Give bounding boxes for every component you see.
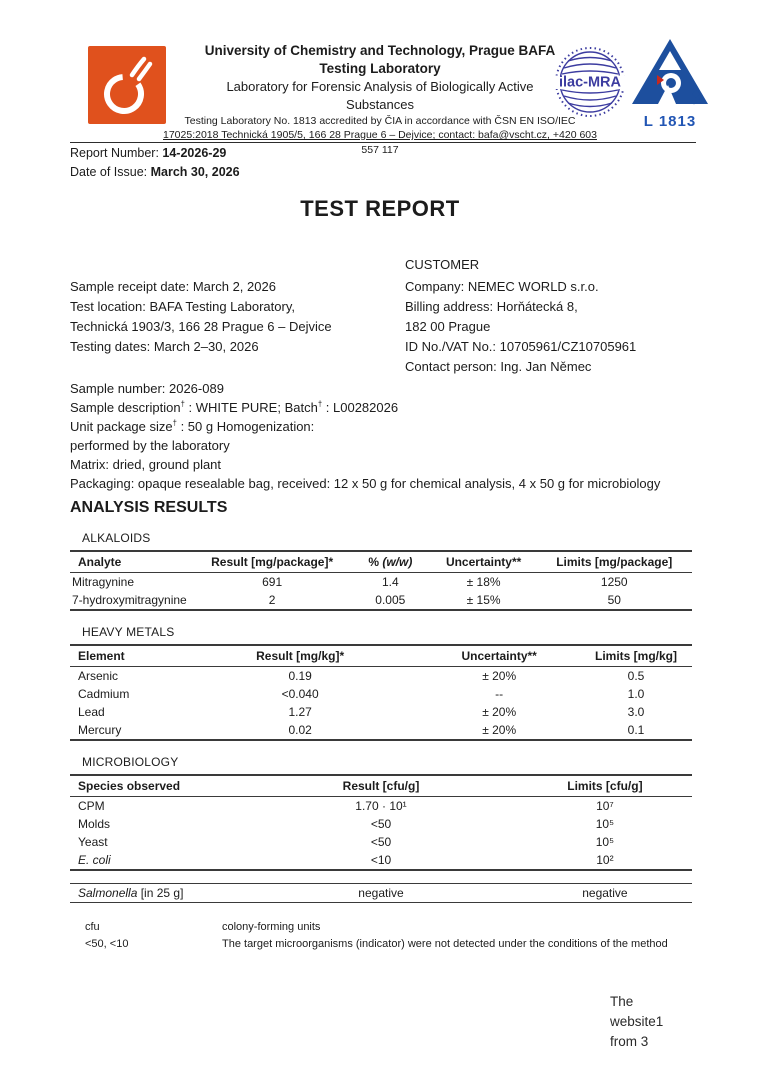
- percent-sign: %: [368, 555, 383, 569]
- sample-and-customer-info: [70, 255, 692, 377]
- limits-cell: 1250: [600, 575, 628, 589]
- salmonella-qualifier: [in 25 g]: [137, 886, 184, 900]
- footnotes: [85, 919, 692, 953]
- col-header-species: Species observed: [70, 775, 244, 797]
- table-header-row: [70, 551, 692, 573]
- cia-mark-label: L 1813: [643, 113, 697, 130]
- analysis-results-heading: ANALYSIS RESULTS: [70, 499, 228, 516]
- table-header-row: [70, 645, 692, 667]
- alkaloids-section-label: ALKALOIDS: [82, 531, 151, 545]
- element-cell: Mercury: [78, 723, 122, 737]
- cia-accreditation-mark: [630, 38, 710, 130]
- element-cell: Lead: [78, 705, 105, 719]
- footnote-definition: The target microorganisms (indicator) were not detected under the conditions of the method: [222, 938, 668, 950]
- uncertainty-cell: --: [495, 687, 504, 701]
- limits-cell: negative: [582, 886, 628, 900]
- page-note-line: from 3: [610, 1034, 649, 1049]
- table-row: [70, 884, 692, 903]
- report-number-line: [70, 144, 760, 163]
- sample-number-line: Sample number: 2026-089: [70, 381, 224, 396]
- report-number-label: Report Number:: [70, 146, 163, 160]
- element-cell: Cadmium: [78, 687, 130, 701]
- species-cell: Molds: [78, 817, 111, 831]
- result-cell: <50: [370, 817, 392, 831]
- result-cell: 1.70 · 10¹: [355, 799, 407, 813]
- sample-description-line: [70, 398, 692, 417]
- limits-cell: 10⁵: [595, 817, 615, 831]
- species-cell: CPM: [78, 799, 105, 813]
- table-row: [70, 851, 692, 870]
- table-row: [70, 573, 692, 592]
- info-line: Technická 1903/3, 166 28 Prague 6 – Dejvice: [70, 319, 332, 334]
- heavy-metals-table: [70, 644, 692, 741]
- limits-cell: 0.1: [627, 723, 645, 737]
- result-cell: <50: [370, 835, 392, 849]
- footnote-row: [85, 919, 692, 936]
- limits-cell: 3.0: [627, 705, 645, 719]
- dagger-mark: †: [317, 399, 323, 409]
- table-row: [70, 667, 692, 686]
- unit-package-text: Unit package size: [70, 419, 173, 434]
- ilac-mra-text: ilac-MRA: [558, 74, 622, 91]
- limits-cell: 10⁷: [596, 799, 614, 813]
- limits-cell: 10²: [596, 853, 614, 867]
- page-number-note: [610, 992, 663, 1052]
- species-cell: Yeast: [78, 835, 108, 849]
- customer-info: [405, 255, 692, 377]
- col-header-percent-ww: [350, 551, 431, 573]
- col-header-result: Result [mg/kg]*: [182, 645, 418, 667]
- result-cell: negative: [358, 886, 404, 900]
- homogenization-line: performed by the laboratory: [70, 438, 230, 453]
- sample-description-text: Sample description: [70, 400, 181, 415]
- col-header-uncertainty: Uncertainty**: [431, 551, 537, 573]
- org-name-line1: University of Chemistry and Technology, Prague BAFA: [204, 43, 556, 58]
- microbiology-table: [70, 774, 692, 871]
- info-line: Testing dates: March 2–30, 2026: [70, 339, 259, 354]
- dagger-mark: †: [180, 399, 185, 409]
- footnote-term: <50, <10: [85, 938, 129, 950]
- customer-line: Company: NEMEC WORLD s.r.o.: [405, 279, 599, 294]
- unit-package-line: [70, 417, 692, 436]
- analyte-cell: Mitragynine: [72, 575, 135, 589]
- limits-cell: 1.0: [627, 687, 645, 701]
- result-cell: 2: [268, 593, 276, 607]
- table-row: [70, 721, 692, 740]
- sample-description-text: : WHITE PURE; Batch: [184, 400, 318, 415]
- uncertainty-cell: ± 20%: [482, 705, 517, 719]
- salmonella-cell: [70, 884, 244, 903]
- date-of-issue-value: March 30, 2026: [150, 165, 240, 179]
- result-cell: 0.02: [288, 723, 312, 737]
- uncertainty-cell: ± 18%: [466, 575, 501, 589]
- customer-line: ID No./VAT No.: 10705961/CZ10705961: [405, 339, 637, 354]
- heavy-metals-section-label: HEAVY METALS: [82, 625, 175, 639]
- percent-cell: 1.4: [381, 575, 399, 589]
- salmonella-table: [70, 883, 692, 903]
- element-cell: Arsenic: [78, 669, 119, 683]
- uncertainty-cell: ± 15%: [466, 593, 501, 607]
- col-header-limits: Limits [cfu/g]: [518, 775, 692, 797]
- sample-details: [70, 379, 692, 493]
- table-row: [70, 703, 692, 721]
- percent-cell: 0.005: [375, 593, 406, 607]
- microbiology-table-wrap: [70, 774, 692, 903]
- sample-description-text: : L00282026: [322, 400, 399, 415]
- laboratory-title-block: [157, 42, 603, 142]
- lab-name-line1: Laboratory for Forensic Analysis of Biologically Active: [226, 79, 534, 94]
- accreditation-line3: 557 117: [361, 144, 399, 156]
- accreditation-line1: Testing Laboratory No. 1813 accredited by ČIA in accordance with ČSN EN ISO/IEC: [184, 115, 576, 127]
- info-line: Sample receipt date: March 2, 2026: [70, 279, 276, 294]
- footnote-definition: colony-forming units: [222, 921, 321, 933]
- table-header-row: [70, 775, 692, 797]
- org-name-line2: Testing Laboratory: [319, 61, 441, 76]
- col-header-uncertainty: Uncertainty**: [418, 645, 580, 667]
- col-header-analyte: Analyte: [70, 551, 194, 573]
- ilac-mra-logo-icon: [552, 44, 628, 125]
- packaging-line: Packaging: opaque resealable bag, received: 12 x 50 g for chemical analysis, 4 x 50 g for microbiology: [70, 476, 661, 491]
- analyte-cell: 7-hydroxymitragynine: [72, 593, 187, 607]
- result-cell: <0.040: [281, 687, 319, 701]
- footnote-term: cfu: [85, 921, 100, 933]
- date-of-issue-line: [70, 163, 760, 182]
- col-header-element: Element: [70, 645, 182, 667]
- microbiology-section-label: MICROBIOLOGY: [82, 755, 179, 769]
- table-row: [70, 815, 692, 833]
- accreditation-marks: [552, 38, 710, 130]
- table-row: [70, 591, 692, 610]
- lab-name-line2: Substances: [346, 97, 414, 112]
- salmonella-name: Salmonella: [78, 886, 138, 900]
- accreditation-line2: 17025:2018 Technická 1905/5, 166 28 Prague 6 – Dejvice; contact: bafa@vscht.cz, +420 603: [163, 129, 597, 141]
- limits-cell: 50: [607, 593, 621, 607]
- info-line: Test location: BAFA Testing Laboratory,: [70, 299, 295, 314]
- page-note-line: The: [610, 994, 634, 1009]
- table-row: [70, 833, 692, 851]
- footnote-row: [85, 936, 692, 953]
- report-header: [0, 0, 760, 142]
- result-cell: 0.19: [288, 669, 312, 683]
- customer-line: 182 00 Prague: [405, 319, 491, 334]
- date-of-issue-label: Date of Issue:: [70, 165, 151, 179]
- result-cell: 1.27: [288, 705, 312, 719]
- heavy-metals-table-wrap: [70, 644, 692, 741]
- dagger-mark: †: [172, 418, 177, 428]
- report-number-value: 14-2026-29: [162, 146, 227, 160]
- customer-line: Billing address: Horňátecká 8,: [405, 299, 578, 314]
- limits-cell: 10⁵: [595, 835, 615, 849]
- customer-line: Contact person: Ing. Jan Němec: [405, 359, 592, 374]
- customer-heading: CUSTOMER: [405, 257, 480, 272]
- col-header-result: Result [cfu/g]: [244, 775, 518, 797]
- alkaloids-table-wrap: [70, 550, 692, 611]
- ww-italic: (w/w): [382, 555, 413, 569]
- page-note-line: website1: [610, 1014, 664, 1029]
- table-row: [70, 797, 692, 816]
- species-cell-ecoli: E. coli: [78, 853, 111, 867]
- uct-prague-logo-icon: [88, 46, 166, 129]
- col-header-limits: Limits [mg/package]: [536, 551, 692, 573]
- result-cell: 691: [262, 575, 283, 589]
- unit-package-text: : 50 g Homogenization:: [176, 419, 315, 434]
- matrix-line: Matrix: dried, ground plant: [70, 457, 222, 472]
- uncertainty-cell: ± 20%: [482, 723, 517, 737]
- table-row: [70, 685, 692, 703]
- sample-receipt-info: [70, 277, 405, 377]
- alkaloids-table: [70, 550, 692, 611]
- col-header-result: Result [mg/package]*: [194, 551, 350, 573]
- col-header-limits: Limits [mg/kg]: [580, 645, 692, 667]
- cia-triangle-icon: [630, 38, 710, 106]
- uncertainty-cell: ± 20%: [482, 669, 517, 683]
- limits-cell: 0.5: [627, 669, 645, 683]
- report-meta: [70, 144, 760, 182]
- page-title: TEST REPORT: [300, 196, 460, 221]
- result-cell: <10: [370, 853, 392, 867]
